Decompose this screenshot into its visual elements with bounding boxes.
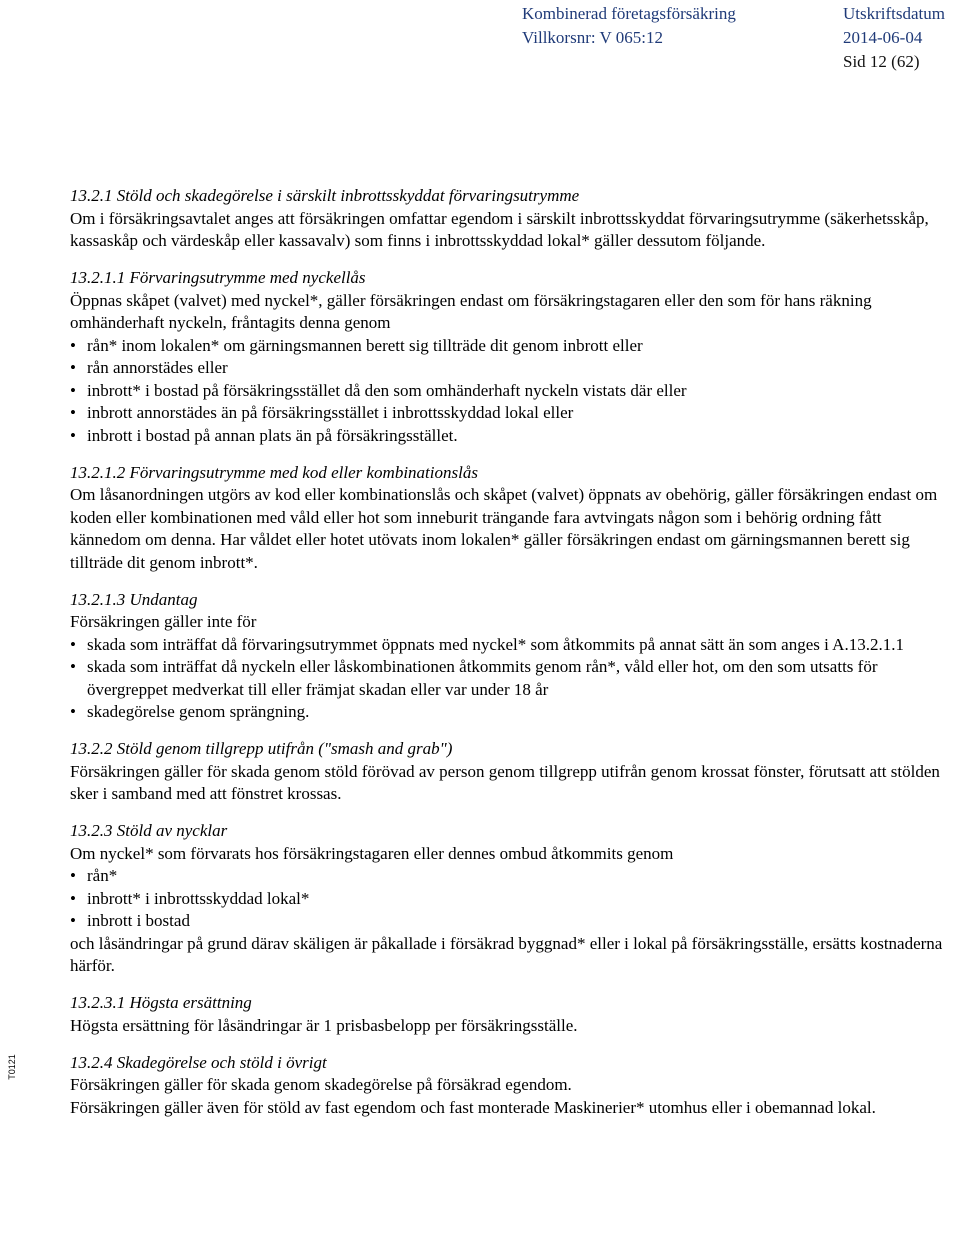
section-paragraph: Försäkringen gäller för skada genom stöld förövad av person genom tillgrepp utifrån genom krossat fönster, förutsatt att stölden sker i samband med att fönstret krossas. <box>70 761 940 803</box>
section-spacer <box>70 574 950 589</box>
bullet-item: • rån* inom lokalen* om gärningsmannen berett sig tillträde dit genom inbrott eller <box>70 335 950 358</box>
print-date: 2014-06-04 <box>843 28 923 47</box>
bullet-item: • skada som inträffat då nyckeln eller låskombinationen åtkommits genom rån*, våld eller hot, om den som utsatts för övergreppet medverkat till eller främjat skadan eller var under 18 år <box>70 656 950 701</box>
bullet-item: • rån* <box>70 865 950 888</box>
bullet-list <box>70 335 950 448</box>
document-body <box>70 185 950 1119</box>
bullet-item: • inbrott i bostad <box>70 910 950 933</box>
section-paragraph: och låsändringar på grund därav skäligen är påkallade i försäkrad byggnad* eller i lokal på försäkringsställe, ersätts kostnaderna härför. <box>70 933 943 975</box>
page-number: Sid 12 (62) <box>843 52 920 71</box>
section-paragraph: Högsta ersättning för låsändringar är 1 prisbasbelopp per försäkringsställe. <box>70 1015 578 1035</box>
bullet-item: • rån annorstädes eller <box>70 357 950 380</box>
section-heading: 13.2.4 Skadegörelse och stöld i övrigt <box>70 1052 327 1072</box>
section-heading: 13.2.1.3 Undantag <box>70 589 198 609</box>
side-document-code: T0121 <box>7 1054 17 1080</box>
section <box>70 820 950 978</box>
bullet-item: • inbrott* i inbrottsskyddad lokal* <box>70 888 950 911</box>
section-heading: 13.2.3 Stöld av nycklar <box>70 821 228 840</box>
section-paragraph: Försäkringen gäller för skada genom skadegörelse på försäkrad egendom. <box>70 1075 572 1094</box>
section-paragraph: Om nyckel* som förvarats hos försäkringstagaren eller dennes ombud åtkommits genom <box>70 843 674 863</box>
print-date-label: Utskriftsdatum <box>843 4 945 23</box>
bullet-list <box>70 634 950 724</box>
section-spacer <box>70 978 950 993</box>
section-paragraph: Försäkringen gäller inte för <box>70 612 257 631</box>
section <box>70 462 950 575</box>
terms-number: Villkorsnr: V 065:12 <box>522 28 663 47</box>
document-header-left <box>522 2 736 50</box>
section-spacer <box>70 1037 950 1052</box>
bullet-item: • inbrott annorstädes än på försäkringsstället i inbrottsskyddad lokal eller <box>70 402 950 425</box>
section-heading: 13.2.1.2 Förvaringsutrymme med kod eller kombinationslås <box>70 462 478 482</box>
section <box>70 267 950 447</box>
bullet-item: • inbrott i bostad på annan plats än på försäkringsstället. <box>70 425 950 448</box>
section-spacer <box>70 806 950 821</box>
bullet-item: • skada som inträffat då förvaringsutrymmet öppnats med nyckel* som åtkommits på annat sätt än som anges i A.13.2.1.1 <box>70 634 950 657</box>
section <box>70 185 950 253</box>
section-heading: 13.2.1 Stöld och skadegörelse i särskilt inbrottsskyddat förvaringsutrymme <box>70 186 580 205</box>
section-heading: 13.2.1.1 Förvaringsutrymme med nyckellås <box>70 268 366 287</box>
document-header-right <box>843 2 945 74</box>
section <box>70 1052 950 1120</box>
section-heading: 13.2.3.1 Högsta ersättning <box>70 993 252 1012</box>
section-paragraph: Om låsanordningen utgörs av kod eller kombinationslås och skåpet (valvet) öppnats av obehörig, gäller försäkringen endast om koden eller kombinationen med våld eller hot som inneburit trängande fara avtvingats någon som i behörig ordning fått kännedom om denna. Har våldet eller hotet utövats inom lokalen* gäller försäkringen endast om gärningsmannen berett sig tillträde dit genom inbrott*. <box>70 485 938 572</box>
section-spacer <box>70 447 950 462</box>
section <box>70 738 950 806</box>
bullet-list <box>70 865 950 933</box>
section-paragraph: Om i försäkringsavtalet anges att försäkringen omfattar egendom i särskilt inbrottsskyddat förvaringsutrymme (säkerhetsskåp, kassaskåp och värdeskåp eller kassavalv) som finns i inbrottsskyddad lokal* gäller dessutom följande. <box>70 208 929 250</box>
section <box>70 992 950 1037</box>
section-spacer <box>70 253 950 268</box>
bullet-item: • inbrott* i bostad på försäkringsstället då den som omhänderhaft nyckeln vistats där eller <box>70 380 950 403</box>
section <box>70 589 950 724</box>
section-paragraph: Öppnas skåpet (valvet) med nyckel*, gäller försäkringen endast om försäkringstagaren eller den som för hans räkning omhänderhaft nyckeln, fråntagits denna genom <box>70 290 872 332</box>
product-name: Kombinerad företagsförsäkring <box>522 4 736 23</box>
bullet-item: • skadegörelse genom sprängning. <box>70 701 950 724</box>
section-heading: 13.2.2 Stöld genom tillgrepp utifrån ("smash and grab") <box>70 739 453 758</box>
section-paragraph: Försäkringen gäller även för stöld av fast egendom och fast monterade Maskinerier* utomhus eller i obemannad lokal. <box>70 1097 876 1117</box>
section-spacer <box>70 724 950 739</box>
